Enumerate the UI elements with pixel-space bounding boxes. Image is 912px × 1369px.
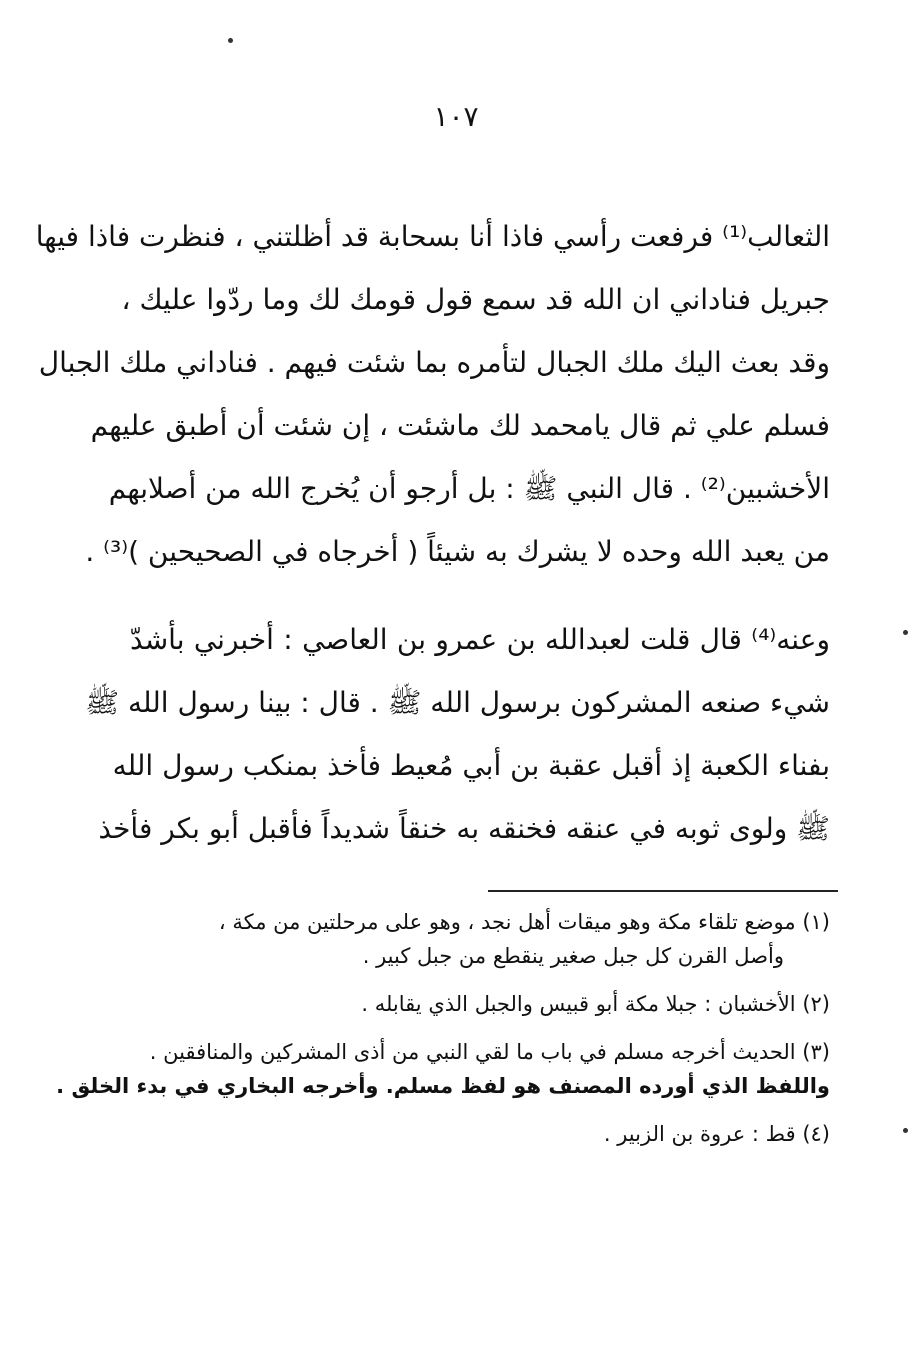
main-text bbox=[35, 205, 830, 860]
text-line: الثعالب⁽¹⁾ فرفعت رأسي فاذا أنا بسحابة قد أظلتني ، فنظرت فاذا فيها bbox=[35, 220, 830, 253]
text-line: وقد بعث اليك ملك الجبال لتأمره بما شئت فيهم . فناداني ملك الجبال bbox=[38, 346, 830, 379]
footnote-4: (٤) قط : عروة بن الزبير . bbox=[603, 1122, 830, 1146]
footnote-3-line-2: واللفظ الذي أورده المصنف هو لفظ مسلم. وأخرجه البخاري في بدء الخلق . bbox=[56, 1074, 830, 1098]
text-line: ﷺ ولوى ثوبه في عنقه فخنقه به خنقاً شديداً فأقبل أبو بكر فأخذ bbox=[98, 812, 830, 845]
paragraph-gap bbox=[130, 583, 830, 608]
paragraph bbox=[35, 205, 830, 583]
footnote-1-line-1: (١) موضع تلقاء مكة وهو ميقات أهل نجد ، وهو على مرحلتين من مكة ، bbox=[218, 910, 830, 934]
footnote-2: (٢) الأخشبان : جبلا مكة أبو قبيس والجبل الذي يقابله . bbox=[361, 992, 830, 1016]
text-line: شيء صنعه المشركون برسول الله ﷺ . قال : بينا رسول الله ﷺ bbox=[85, 686, 830, 719]
text-line: فسلم علي ثم قال يامحمد لك ماشئت ، إن شئت أن أطبق عليهم bbox=[90, 409, 830, 442]
text-line: الأخشبين⁽²⁾ . قال النبي ﷺ : بل أرجو أن يُخرج الله من أصلابهم bbox=[108, 472, 830, 505]
text-line: بفناء الكعبة إذ أقبل عقبة بن أبي مُعيط فأخذ بمنكب رسول الله bbox=[112, 749, 830, 782]
scan-speck bbox=[903, 1128, 908, 1133]
footnote-divider bbox=[488, 890, 838, 892]
scan-speck bbox=[903, 630, 908, 635]
text-line: من يعبد الله وحده لا يشرك به شيئاً ( أخرجاه في الصحيحين )⁽³⁾ . bbox=[85, 535, 830, 568]
footnotes bbox=[56, 905, 830, 1151]
page-number: ١٠٧ bbox=[433, 100, 479, 133]
footnote-3-line-1: (٣) الحديث أخرجه مسلم في باب ما لقي النبي من أذى المشركين والمنافقين . bbox=[149, 1040, 830, 1064]
text-line: جبريل فناداني ان الله قد سمع قول قومك لك وما ردّوا عليك ، bbox=[121, 283, 830, 316]
scan-speck bbox=[228, 38, 233, 43]
text-line: وعنه⁽⁴⁾ قال قلت لعبدالله بن عمرو بن العاصي : أخبرني بأشدّ bbox=[130, 623, 830, 656]
paragraph bbox=[85, 608, 830, 860]
footnote-1-line-2: وأصل القرن كل جبل صغير ينقطع من جبل كبير . bbox=[362, 944, 784, 968]
